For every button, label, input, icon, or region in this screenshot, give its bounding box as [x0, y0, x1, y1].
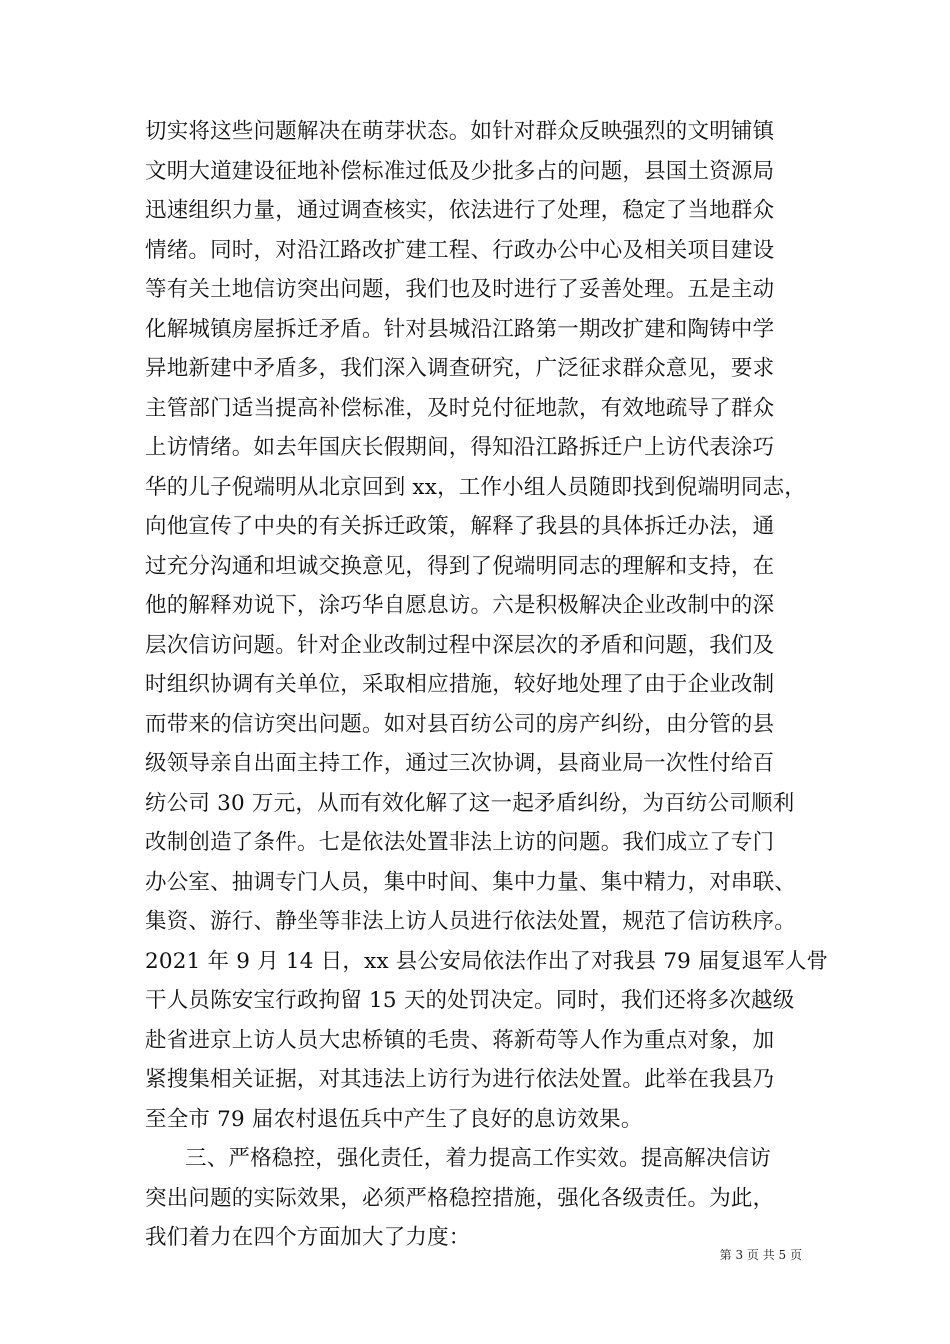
page-number-footer: 第 3 页 共 5 页 [719, 1248, 802, 1262]
text-line: 切实将这些问题解决在萌芽状态。如针对群众反映强烈的文明铺镇 [145, 119, 775, 144]
text-line: 文明大道建设征地补偿标准过低及少批多占的问题，县国土资源局 [145, 158, 775, 184]
text-line: 赴省进京上访人员大忠桥镇的毛贵、蒋新苟等人作为重点对象，加 [145, 1027, 775, 1053]
paragraph-1 [145, 112, 835, 1139]
text-line: 华的儿子倪端明从北京回到 xx，工作小组人员随即找到倪端明同志， [145, 474, 806, 500]
text-line: 主管部门适当提高补偿标准，及时兑付征地款，有效地疏导了群众 [145, 395, 775, 421]
text-line: 纺公司 30 万元，从而有效化解了这一起矛盾纠纷，为百纺公司顺利 [145, 790, 795, 816]
text-line: 我们着力在四个方面加大了力度： [145, 1225, 471, 1250]
text-line: 上访情绪。如去年国庆长假期间，得知沿江路拆迁户上访代表涂巧 [145, 435, 775, 460]
text-line: 情绪。同时，对沿江路改扩建工程、行政办公中心及相关项目建设 [145, 237, 775, 263]
text-line: 向他宣传了中央的有关拆迁政策，解释了我县的具体拆迁办法，通 [145, 514, 775, 539]
text-line: 化解城镇房屋拆迁矛盾。针对县城沿江路第一期改扩建和陶铸中学 [145, 316, 775, 342]
text-line: 等有关土地信访突出问题，我们也及时进行了妥善处理。五是主动 [145, 277, 775, 302]
text-line: 集资、游行、静坐等非法上访人员进行依法处置，规范了信访秩序。 [145, 909, 797, 934]
text-line: 而带来的信访突出问题。如对县百纺公司的房产纠纷，由分管的县 [145, 711, 775, 737]
text-line: 迅速组织力量，通过调查核实，依法进行了处理，稳定了当地群众 [145, 198, 775, 223]
text-line: 干人员陈安宝行政拘留 15 天的处罚决定。同时，我们还将多次越级 [145, 988, 795, 1013]
text-line: 时组织协调有关单位，采取相应措施，较好地处理了由于企业改制 [145, 672, 775, 697]
text-line: 他的解释劝说下，涂巧华自愿息访。六是积极解决企业改制中的深 [145, 593, 775, 618]
text-line: 紧搜集相关证据，对其违法上访行为进行依法处置。此举在我县乃 [145, 1067, 775, 1092]
text-line: 层次信访问题。针对企业改制过程中深层次的矛盾和问题，我们及 [145, 632, 775, 658]
text-line: 至全市 79 届农村退伍兵中产生了良好的息访效果。 [145, 1106, 643, 1132]
text-line: 过充分沟通和坦诚交换意见，得到了倪端明同志的理解和支持，在 [145, 553, 775, 579]
text-line: 改制创造了条件。七是依法处置非法上访的问题。我们成立了专门 [145, 830, 775, 855]
text-line: 级领导亲自出面主持工作，通过三次协调，县商业局一次性付给百 [145, 751, 775, 776]
text-line: 办公室、抽调专门人员，集中时间、集中力量、集中精力，对串联、 [145, 869, 797, 895]
text-line: 突出问题的实际效果，必须严格稳控措施，强化各级责任。为此， [145, 1185, 775, 1211]
text-line: 异地新建中矛盾多，我们深入调查研究，广泛征求群众意见，要求 [145, 356, 775, 381]
paragraph-2 [145, 1139, 835, 1258]
text-line: 2021 年 9 月 14 日，xx 县公安局依法作出了对我县 79 届复退军人骨 [145, 948, 829, 974]
document-body [145, 112, 835, 1258]
text-line: 三、严格稳控，强化责任，着力提高工作实效。提高解决信访 [185, 1146, 771, 1171]
